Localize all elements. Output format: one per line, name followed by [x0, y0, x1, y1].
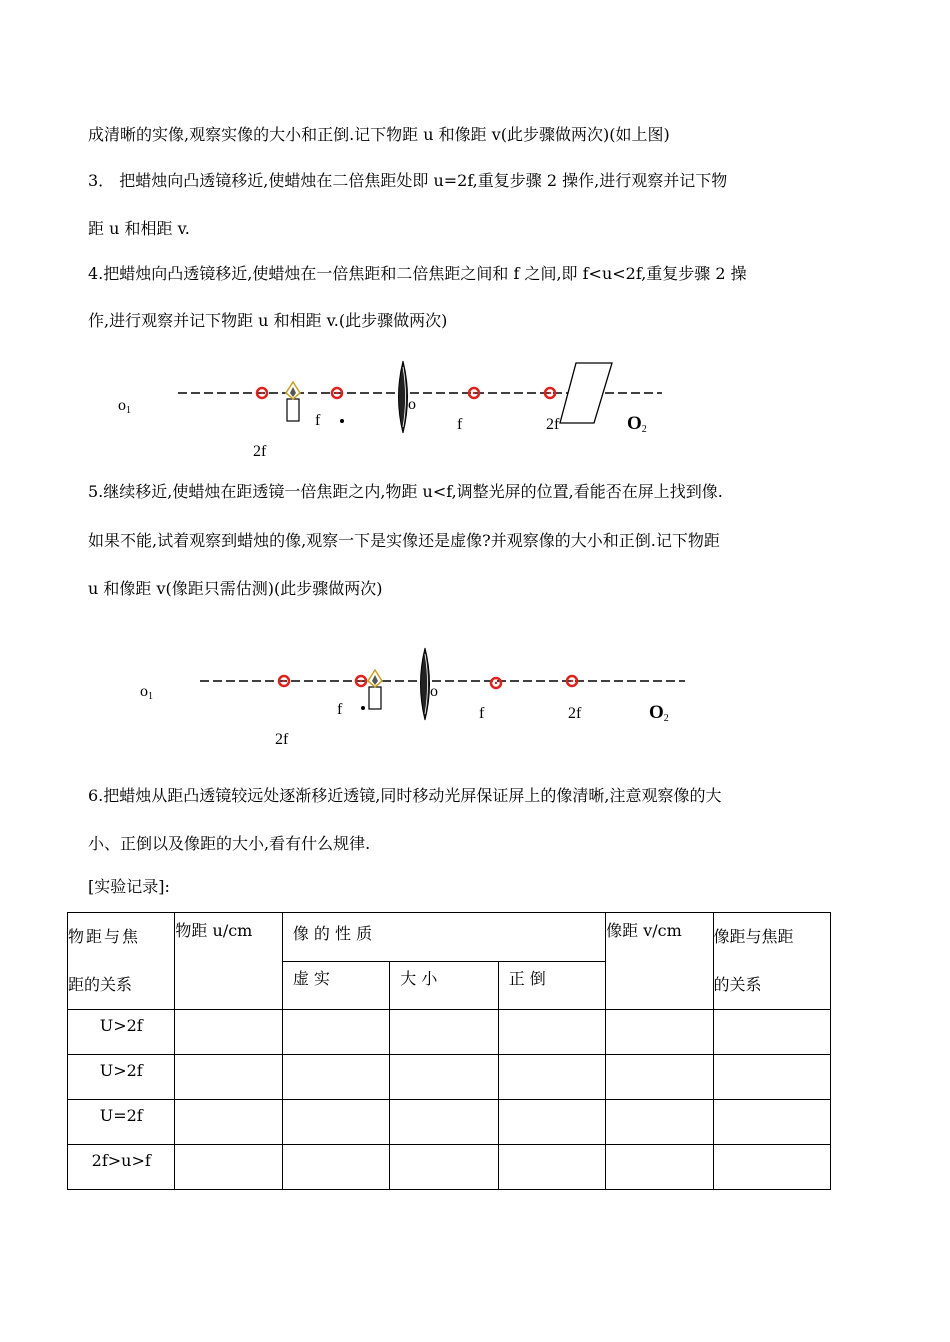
- record-title: [实验记录]:: [88, 877, 170, 896]
- empty-cell[interactable]: [713, 1145, 830, 1190]
- header-image-focal-relation: 像距与焦距 的关系: [713, 913, 830, 1010]
- optics-diagram-2: [0, 640, 950, 750]
- paragraph-step4-line1: 4.把蜡烛向凸透镜移近,使蜡烛在一倍焦距和二倍焦距之间和 f 之间,即 f<u<2f,重复步骤 2 操: [88, 264, 747, 283]
- o1-label: o1: [118, 397, 131, 416]
- empty-cell[interactable]: [175, 1145, 282, 1190]
- table-row: [68, 1145, 831, 1190]
- empty-cell[interactable]: [282, 1010, 389, 1055]
- focal-point-f-right: [491, 678, 501, 688]
- 2f-right-label: 2f: [568, 705, 582, 722]
- row-relation: U>2f: [68, 1055, 175, 1100]
- header-relation: 物距与焦 距的关系: [68, 913, 175, 1010]
- f-right-label: f: [457, 416, 463, 433]
- empty-cell[interactable]: [713, 1010, 830, 1055]
- f-right-label: f: [479, 705, 485, 722]
- 2f-right-label: 2f: [546, 416, 560, 433]
- paragraph-step2-tail: 成清晰的实像,观察实像的大小和正倒.记下物距 u 和像距 v(此步骤做两次)(如上图): [88, 125, 670, 144]
- empty-cell[interactable]: [282, 1145, 389, 1190]
- o1-label: o1: [140, 683, 153, 702]
- empty-cell[interactable]: [390, 1100, 498, 1145]
- empty-cell[interactable]: [713, 1055, 830, 1100]
- paragraph-step6-line2: 小、正倒以及像距的大小,看有什么规律.: [88, 834, 371, 853]
- lens-center-label: o: [408, 396, 416, 413]
- header-orientation: 正 倒: [498, 961, 605, 1010]
- experiment-record-table: [67, 912, 831, 1190]
- paragraph-step5-line1: 5.继续移近,使蜡烛在距透镜一倍焦距之内,物距 u<f,调整光屏的位置,看能否在屏上找到像.: [88, 482, 723, 501]
- empty-cell[interactable]: [390, 1010, 498, 1055]
- table-row: [68, 1055, 831, 1100]
- empty-cell[interactable]: [282, 1100, 389, 1145]
- 2f-left-label: 2f: [275, 731, 289, 748]
- candle-icon: [368, 670, 382, 709]
- empty-cell[interactable]: [175, 1010, 282, 1055]
- paragraph-step6-line1: 6.把蜡烛从距凸透镜较远处逐渐移近透镜,同时移动光屏保证屏上的像清晰,注意观察像的大: [88, 786, 722, 805]
- header-object-distance: 物距 u/cm: [175, 913, 282, 1010]
- header-image-nature: 像 的 性 质: [282, 913, 605, 962]
- header-size: 大 小: [390, 961, 498, 1010]
- empty-cell[interactable]: [498, 1100, 605, 1145]
- empty-cell[interactable]: [606, 1055, 713, 1100]
- convex-lens-icon: [421, 648, 430, 720]
- f-left-label: f: [337, 701, 343, 718]
- empty-cell[interactable]: [606, 1010, 713, 1055]
- row-relation: U=2f: [68, 1100, 175, 1145]
- empty-cell[interactable]: [390, 1055, 498, 1100]
- empty-cell[interactable]: [606, 1100, 713, 1145]
- empty-cell[interactable]: [498, 1145, 605, 1190]
- empty-cell[interactable]: [390, 1145, 498, 1190]
- empty-cell[interactable]: [606, 1145, 713, 1190]
- empty-cell[interactable]: [175, 1100, 282, 1145]
- lens-center-label: o: [430, 683, 438, 700]
- header-real-virtual: 虚 实: [282, 961, 389, 1010]
- empty-cell[interactable]: [498, 1010, 605, 1055]
- table-row: [68, 1100, 831, 1145]
- paragraph-step5-line3: u 和像距 v(像距只需估测)(此步骤做两次): [88, 579, 383, 598]
- paragraph-step5-line2: 如果不能,试着观察到蜡烛的像,观察一下是实像还是虚像?并观察像的大小和正倒.记下物距: [88, 531, 720, 550]
- empty-cell[interactable]: [175, 1055, 282, 1100]
- paragraph-step4-line2: 作,进行观察并记下物距 u 和相距 v.(此步骤做两次): [88, 311, 448, 330]
- 2f-left-label: 2f: [253, 443, 267, 460]
- header-image-distance: 像距 v/cm: [606, 913, 713, 1010]
- row-relation: U>2f: [68, 1010, 175, 1055]
- empty-cell[interactable]: [498, 1055, 605, 1100]
- row-relation: 2f>u>f: [68, 1145, 175, 1190]
- optics-diagram-1: [0, 355, 950, 465]
- convex-lens-icon: [399, 361, 408, 433]
- o2-label: O2: [627, 413, 647, 435]
- o2-label: O2: [649, 702, 669, 724]
- f-left-label: f: [315, 412, 321, 429]
- light-screen-icon: [560, 363, 612, 423]
- empty-cell[interactable]: [282, 1055, 389, 1100]
- paragraph-step3-line2: 距 u 和相距 v.: [88, 219, 190, 238]
- table-row: [68, 1010, 831, 1055]
- paragraph-step3-line1: 3． 把蜡烛向凸透镜移近,使蜡烛在二倍焦距处即 u=2f,重复步骤 2 操作,进行观察并记下物: [88, 171, 728, 190]
- candle-icon: [286, 382, 300, 421]
- empty-cell[interactable]: [713, 1100, 830, 1145]
